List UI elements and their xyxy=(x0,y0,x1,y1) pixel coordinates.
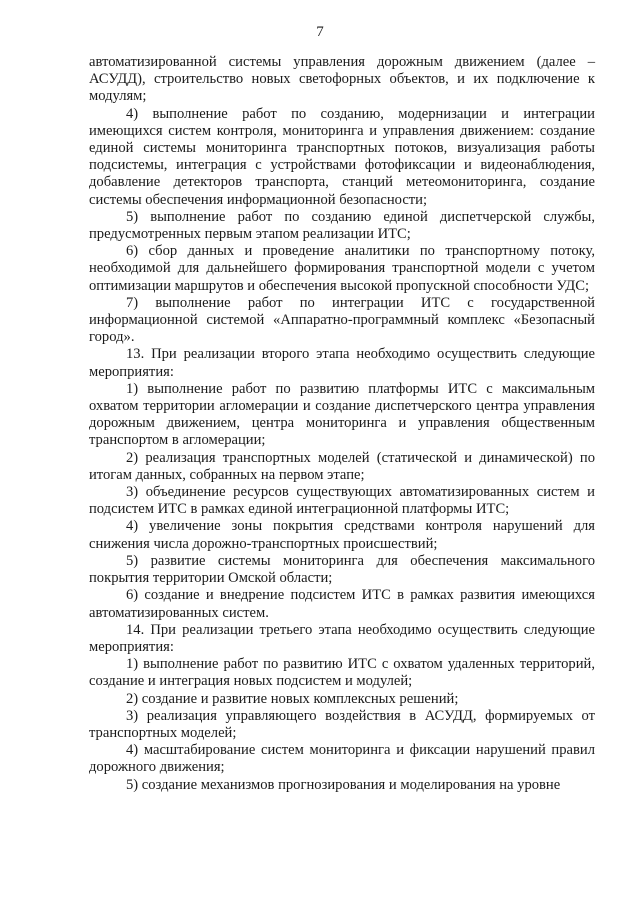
paragraph: 2) создание и развитие новых комплексных решений; xyxy=(126,690,459,707)
paragraph: 7) выполнение работ по интеграции ИТС с государственной информационной системой «Аппаратно-программный комплекс «Безопасный город». xyxy=(89,294,595,346)
paragraph: 13. При реализации второго этапа необходимо осуществить следующие мероприятия: xyxy=(89,346,595,380)
document-body xyxy=(89,54,595,794)
paragraph: автоматизированной системы управления дорожным движением (далее – АСУДД), строительство новых светофорных объектов, и их подключение к модулям; xyxy=(89,54,595,105)
page-number: 7 xyxy=(316,24,324,40)
paragraph: 4) масштабирование систем мониторинга и фиксации нарушений правил дорожного движения; xyxy=(89,742,595,776)
paragraph: 6) сбор данных и проведение аналитики по транспортному потоку, необходимой для дальнейшего формирования транспортной модели с учетом оптимизации маршрутов и обеспечения высокой пропускной способности УДС; xyxy=(89,243,595,294)
paragraph: 3) реализация управляющего воздействия в АСУДД, формируемых от транспортных моделей; xyxy=(89,707,595,741)
paragraph: 5) создание механизмов прогнозирования и моделирования на уровне xyxy=(126,776,561,793)
paragraph: 5) развитие системы мониторинга для обеспечения максимального покрытия территории Омской области; xyxy=(89,552,595,587)
paragraph: 1) выполнение работ по развитию платформы ИТС с максимальным охватом территории агломерации и создание диспетчерского центра управления дорожным движением, центра мониторинга и управления общественным транспортом в агломерации; xyxy=(89,380,595,449)
paragraph: 4) выполнение работ по созданию, модернизации и интеграции имеющихся систем контроля, мониторинга и управления движением: создание единой системы мониторинга транспортных потоков, визуализация работы подсистемы, интеграция с устройствами фотофиксации и видеонаблюдения, добавление детекторов транспорта, станций метеомониторинга, создание системы обеспечения информационной безопасности; xyxy=(89,105,595,208)
paragraph: 14. При реализации третьего этапа необходимо осуществить следующие мероприятия: xyxy=(89,621,595,655)
paragraph: 5) выполнение работ по созданию единой диспетчерской службы, предусмотренных первым этапом реализации ИТС; xyxy=(89,208,595,243)
paragraph: 2) реализация транспортных моделей (статической и динамической) по итогам данных, собранных на первом этапе; xyxy=(89,449,595,483)
paragraph: 1) выполнение работ по развитию ИТС с охватом удаленных территорий, создание и интеграция новых подсистем и модулей; xyxy=(89,656,595,690)
paragraph: 3) объединение ресурсов существующих автоматизированных систем и подсистем ИТС в рамках единой интеграционной платформы ИТС; xyxy=(89,484,595,518)
paragraph: 6) создание и внедрение подсистем ИТС в рамках развития имеющихся автоматизированных систем. xyxy=(89,587,595,621)
paragraph: 4) увеличение зоны покрытия средствами контроля нарушений для снижения числа дорожно-транспортных происшествий; xyxy=(89,518,595,552)
